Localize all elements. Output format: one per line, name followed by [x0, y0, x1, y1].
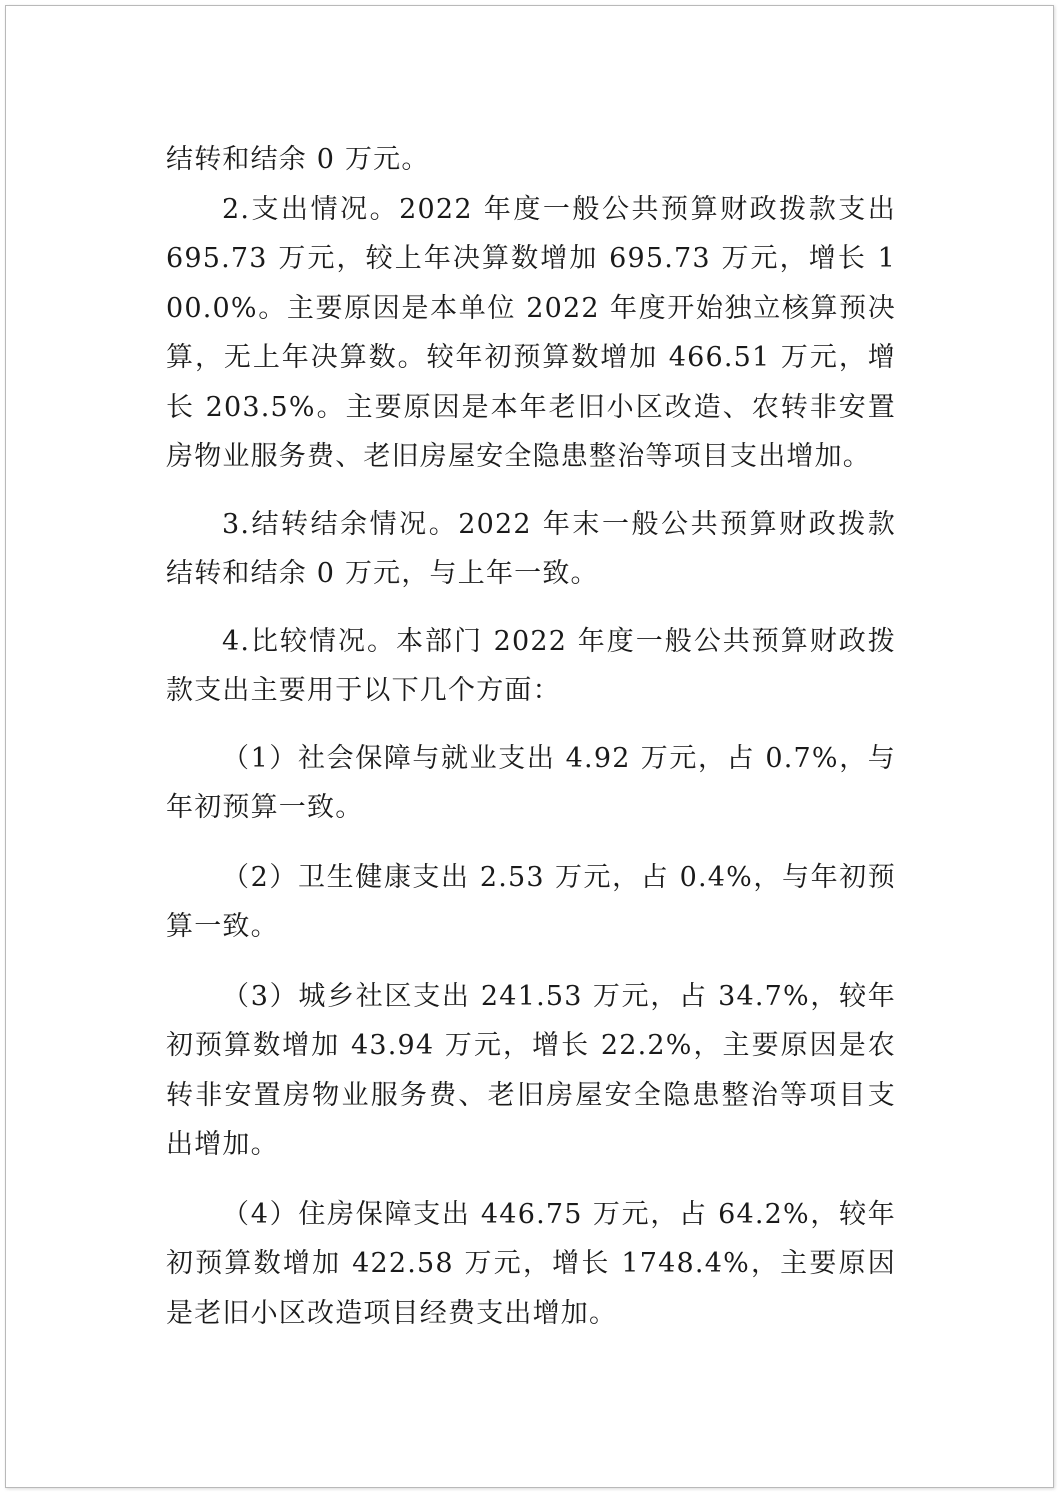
document-body	[166, 135, 896, 1338]
paragraph-balance: 3.结转结余情况。2022 年末一般公共预算财政拨款结转和结余 0 万元，与上年一致。	[166, 508, 896, 589]
paragraph-comparison: 4.比较情况。本部门 2022 年度一般公共预算财政拨款支出主要用于以下几个方面：	[166, 625, 896, 706]
paragraph-carryover: 结转和结余 0 万元。	[166, 144, 430, 175]
paragraph-item-3: （3）城乡社区支出 241.53 万元，占 34.7%，较年初预算数增加 43.94 万元，增长 22.2%，主要原因是农转非安置房物业服务费、老旧房屋安全隐患整治等项目支出增加。	[166, 980, 896, 1160]
paragraph-item-1: （1）社会保障与就业支出 4.92 万元，占 0.7%，与年初预算一致。	[166, 742, 896, 823]
paragraph-item-4: （4）住房保障支出 446.75 万元，占 64.2%，较年初预算数增加 422.58 万元，增长 1748.4%，主要原因是老旧小区改造项目经费支出增加。	[166, 1198, 896, 1329]
paragraph-expenditure: 2.支出情况。2022 年度一般公共预算财政拨款支出 695.73 万元，较上年决算数增加 695.73 万元，增长 100.0%。主要原因是本单位 2022 年度开始独立核算预决算，无上年决算数。较年初预算数增加 466.51 万元，增长 203.5%。主要原因是本年老旧小区改造、农转非安置房物业服务费、老旧房屋安全隐患整治等项目支出增加。	[166, 193, 896, 472]
paragraph-item-2: （2）卫生健康支出 2.53 万元，占 0.4%，与年初预算一致。	[166, 861, 896, 942]
